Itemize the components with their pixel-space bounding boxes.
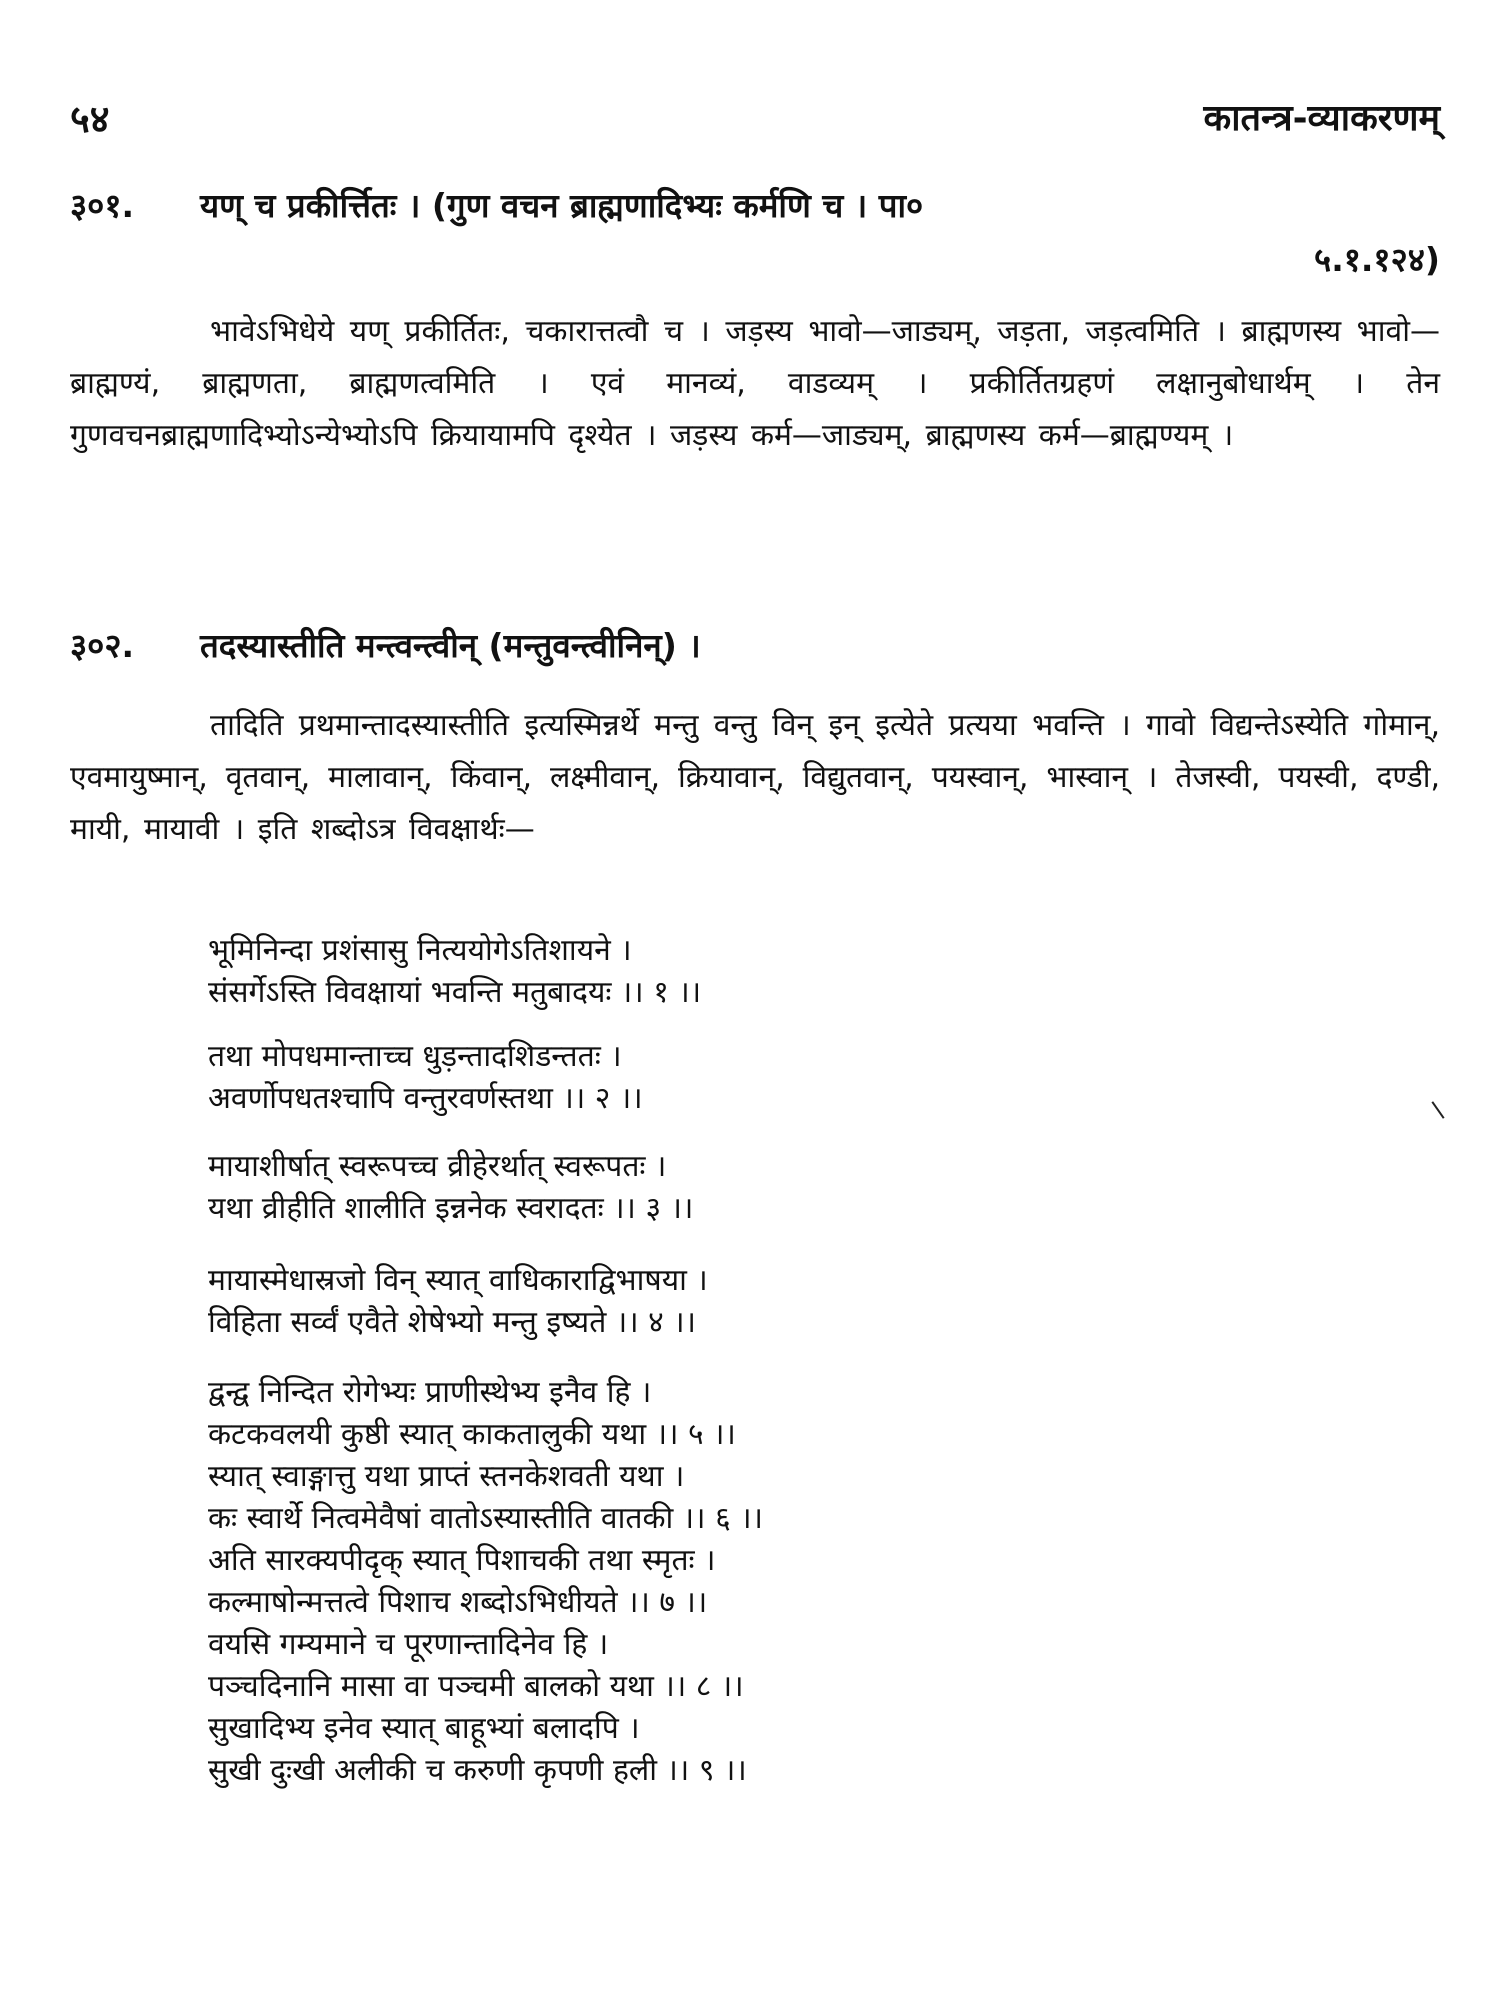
verse-line: मायाशीर्षात् स्वरूपच्च व्रीहेरर्थात् स्वरूपतः । [208,1149,667,1184]
sutra-302-heading [70,620,1440,672]
sutra-301-heading [70,180,1440,232]
verse-line: वयसि गम्यमाने च पूरणान्तादिनेव हि । [208,1627,609,1662]
verse-line: तथा मोपधमान्ताच्च धुड़न्तादशिडन्ततः । [208,1039,622,1074]
sutra-301-number: ३०१. [70,186,135,225]
verse-stanza-1 [208,930,701,1014]
verse-line: संसर्गेऽस्ति विवक्षायां भवन्ति मतुबादयः ।। १ ।। [208,975,702,1010]
commentary-302: तादिति प्रथमान्तादस्यास्तीति इत्यस्मिन्नर्थे मन्तु वन्तु विन् इन् इत्येते प्रत्यया भवन्ति । गावो विद्यन्तेऽस्येति गोमान्, एवमायुष्मान्, वृतवान्, मालावान्, किंवान्, लक्ष्मीवान्, क्रियावान्, विद्युतवान्, पयस्वान्, भास्वान् । तेजस्वी, पयस्वी, दण्डी, मायी, मायावी । इति शब्दोऽत्र विवक्षार्थः— [70,708,1440,847]
verse-stanza-2 [208,1036,643,1120]
verse-line: द्वन्द्व निन्दित रोगेभ्यः प्राणीस्थेभ्य इनैव हि । [208,1375,652,1410]
page-header [70,92,1440,142]
sutra-302-number: ३०२. [70,626,135,665]
running-title: कातन्त्र-व्याकरणम् [1203,98,1440,139]
verse-line: यथा व्रीहीति शालीति इन्ननेक स्वरादतः ।। ३ ।। [208,1191,694,1226]
sutra-301-text: यण् च प्रकीर्त्तितः । (गुण वचन ब्राह्मणादिभ्यः कर्मणि च । पा० [200,186,924,225]
verse-stanza-4 [208,1260,708,1344]
verse-line: कल्माषोन्मत्तत्वे पिशाच शब्दोऽभिधीयते ।। ७ ।। [208,1585,708,1620]
verse-line: कः स्वार्थे नित्वमेवैषां वातोऽस्यास्तीति वातकी ।। ६ ।। [208,1501,763,1536]
verse-line: सुखादिभ्य इनेव स्यात् बाहूभ्यां बलादपि । [208,1711,640,1746]
verse-line: पञ्चदिनानि मासा वा पञ्चमी बालको यथा ।। ८ ।। [208,1669,744,1704]
verse-stanza-5 [208,1372,763,1792]
sutra-301-reference: ५.१.१२४) [1314,240,1440,279]
commentary-301: भावेऽभिधेये यण् प्रकीर्तितः, चकारात्तत्वौ च । जड़स्य भावो—जाड्यम्, जड़ता, जड़त्वमिति । ब्राह्मणस्य भावो—ब्राह्मण्यं, ब्राह्मणता, ब्राह्मणत्वमिति । एवं मानव्यं, वाडव्यम् । प्रकीर्तितग्रहणं लक्षानुबोधार्थम् । तेन गुणवचनब्राह्मणादिभ्योऽन्येभ्योऽपि क्रियायामपि दृश्येत । जड़स्य कर्म—जाड्यम्, ब्राह्मणस्य कर्म—ब्राह्मण्यम् । [70,314,1440,453]
sutra-302-text: तदस्यास्तीति मन्त्वन्त्वीन् (मन्तुवन्त्वीनिन्) । [200,626,701,665]
verse-line: मायास्मेधास्रजो विन् स्यात् वाधिकाराद्विभाषया । [208,1263,708,1298]
verse-line: सुखी दुःखी अलीकी च करुणी कृपणी हली ।। ९ ।। [208,1753,747,1788]
verse-line: स्यात् स्वाङ्गात्तु यथा प्राप्तं स्तनकेशवती यथा । [208,1459,685,1494]
verse-line: अवर्णोपधतश्चापि वन्तुरवर्णस्तथा ।। २ ।। [208,1081,643,1116]
verse-line: अति सारक्यपीदृक् स्यात् पिशाचकी तथा स्मृतः । [208,1543,716,1578]
verse-line: कटकवलयी कुष्ठी स्यात् काकतालुकी यथा ।। ५ ।। [208,1417,736,1452]
verse-line: भूमिनिन्दा प्रशंसासु नित्ययोगेऽतिशायने । [208,933,632,968]
verse-stanza-3 [208,1146,693,1230]
page-number: ५४ [70,97,110,141]
margin-stray-mark [1431,1101,1444,1119]
verse-line: विहिता सर्व्वं एवैते शेषेभ्यो मन्तु इष्यते ।। ४ ।। [208,1305,696,1340]
